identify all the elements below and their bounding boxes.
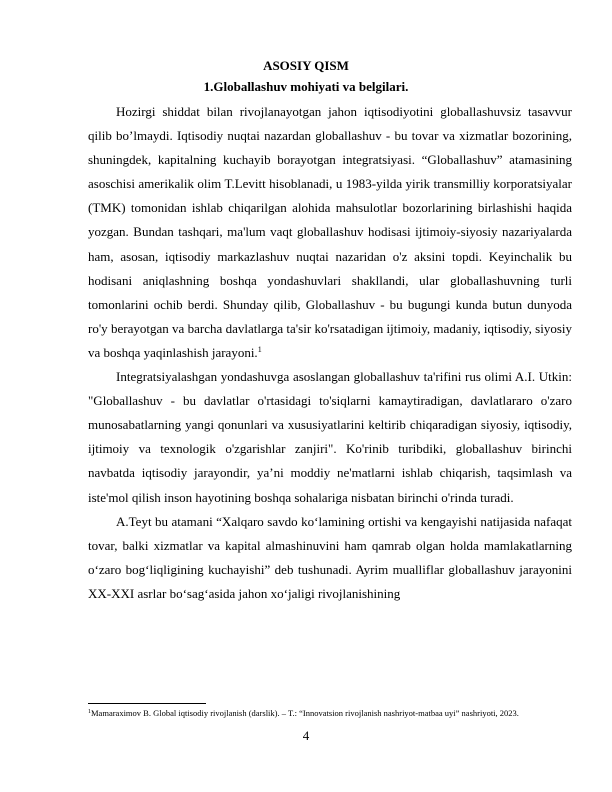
paragraph-1-text: Hozirgi shiddat bilan rivojlanayotgan jahon iqtisodiyotini globallashuvsiz tasavvur qilib bo’lmaydi. Iqtisodiy nuqtai nazardan globallashuv - bu tovar va xizmatlar bozorining, shuningdek, kapitalning kuchayib borayotgan integratsiyasi. “Globallashuv” atamasining asoschisi amerikalik olim T.Levitt hisoblanadi, u 1983-yilda yirik transmilliy korporatsiyalar (TMK) tomonidan ishlab chiqarilgan alohida mahsulotlar bozorlarining birlashishi haqida yozgan. Bundan tashqari, ma'lum vaqt globallashuv hodisasi ijtimoiy-siyosiy nazariyalarda ham, asosan, iqtisodiy markazlashuv nuqtai nazaridan o'z aksini topdi. Keyinchalik bu hodisani aniqlashning boshqa yondashuvlari shakllandi, ular globallashuvning turli tomonlarini ochib berdi. Shunday qilib, Globallashuv - bu bugungi kunda butun dunyoda ro'y berayotgan va barcha davlatlarga ta'sir ko'rsatadigan ijtimoiy, madaniy, iqtisodiy, siyosiy va boshqa yaqinlashish jarayoni.: [88, 104, 572, 360]
section-title: ASOSIY QISM: [263, 58, 349, 73]
footnote-text: Mamaraximov B. Global iqtisodiy rivojlanish (darslik). – T.: “Innovatsion rivojlanish nashriyot-matbaa uyi” nashriyoti, 2023.: [91, 708, 519, 718]
footnote: [88, 707, 572, 719]
footnote-reference[interactable]: 1: [257, 344, 262, 354]
paragraph-3: A.Teyt bu atamani “Xalqaro savdo ko‘lamining ortishi va kengayishi natijasida nafaqat tovar, balki xizmatlar va kapital almashinuvini ham qamrab olgan holda mamlakatlarning o‘zaro bog‘liqligining kuchayishi” deb tushunadi. Ayrim mualliflar globallashuv jarayonini XX-XXI asrlar bo‘sag‘asida jahon xo‘jaligi rivojlanishining: [88, 513, 572, 601]
paragraph-2: Integratsiyalashgan yondashuvga asoslangan globallashuv ta'rifini rus olimi A.I. Utkin: "Globallashuv - bu davlatlar o'rtasidagi to'siqlarni kamaytiradigan, davlatlararo o'zaro munosabatlarning yangi qonunlari va xususiyatlarini keltirib chiqaradigan siyosiy, iqtisodiy, ijtimoiy va texnologik o'zgarishlar zanjiri". Ko'rinib turibdiki, globallashuv birinchi navbatda iqtisodiy jarayondir, ya’ni moddiy ne'matlarni ishlab chiqarish, taqsimlash va iste'mol qilish inson hayotining boshqa sohalariga nisbatan birinchi o'rinda turadi.: [88, 369, 572, 505]
chapter-title: 1.Globallashuv mohiyati va belgilari.: [203, 79, 409, 94]
body-text: [88, 100, 572, 606]
footnote-number: 1: [88, 709, 91, 715]
page-number: 4: [302, 728, 310, 743]
paragraph-1: [88, 100, 572, 365]
footnote-divider: [88, 703, 206, 704]
